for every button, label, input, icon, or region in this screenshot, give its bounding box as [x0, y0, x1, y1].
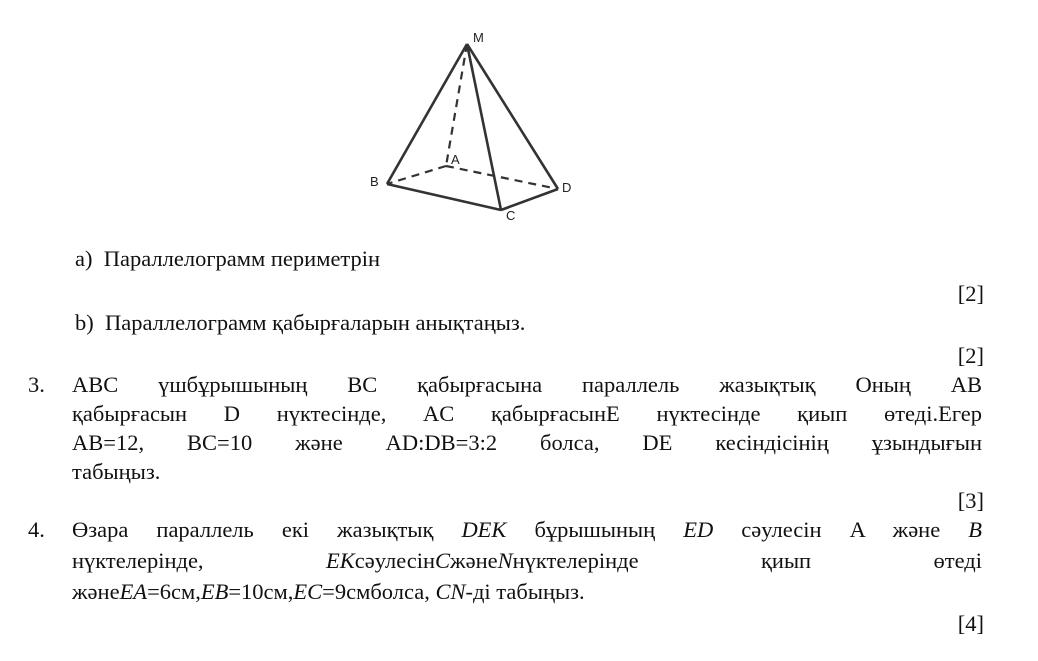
q4-line-2: нүктелерінде, EKсәулесінCжәнеNнүктелерінде қиып өтеді [72, 548, 982, 573]
q4-score: [4] [957, 611, 984, 636]
item-b-marker: b) [75, 310, 94, 335]
label-B: B [370, 174, 379, 189]
item-a-text: Параллелограмм периметрін [103, 246, 381, 271]
item-a-score: [2] [957, 281, 984, 306]
q3-line-1: ABC үшбұрышының BC қабырғасына параллель жазықтық Оның AB [72, 372, 982, 397]
q3-line-4: табыңыз. [72, 459, 161, 484]
pyramid-figure [360, 24, 590, 224]
q3-number: 3. [28, 372, 45, 397]
edge-CD [501, 189, 558, 210]
q3-score: [3] [957, 488, 984, 513]
item-a-marker: a) [75, 246, 93, 271]
label-D: D [562, 180, 572, 195]
edge-AD [446, 166, 558, 189]
q3-line-2: қабырғасын D нүктесінде, AC қабырғасынE нүктесінде қиып өтеді.Егер [72, 401, 982, 426]
item-b-score: [2] [957, 343, 984, 368]
q3-line-3: AB=12, BC=10 және AD:DB=3:2 болса, DE кесіндісінің ұзындығын [72, 430, 982, 455]
label-A: A [451, 152, 460, 167]
item-b-text: Параллелограмм қабырғаларын анықтаңыз. [105, 310, 526, 335]
q4-line-3: жәнеEA=6см,EB=10см,EC=9смболса, CN-ді табыңыз. [72, 579, 585, 604]
item-a [75, 248, 380, 271]
edge-BC [387, 184, 501, 210]
item-b [75, 312, 525, 335]
q4-line-1: Өзара параллель екі жазықтық DEK бұрышының ED сәулесін A және B [72, 517, 982, 542]
q4-number: 4. [28, 517, 45, 542]
label-C: C [506, 208, 516, 223]
label-M: M [473, 30, 484, 45]
